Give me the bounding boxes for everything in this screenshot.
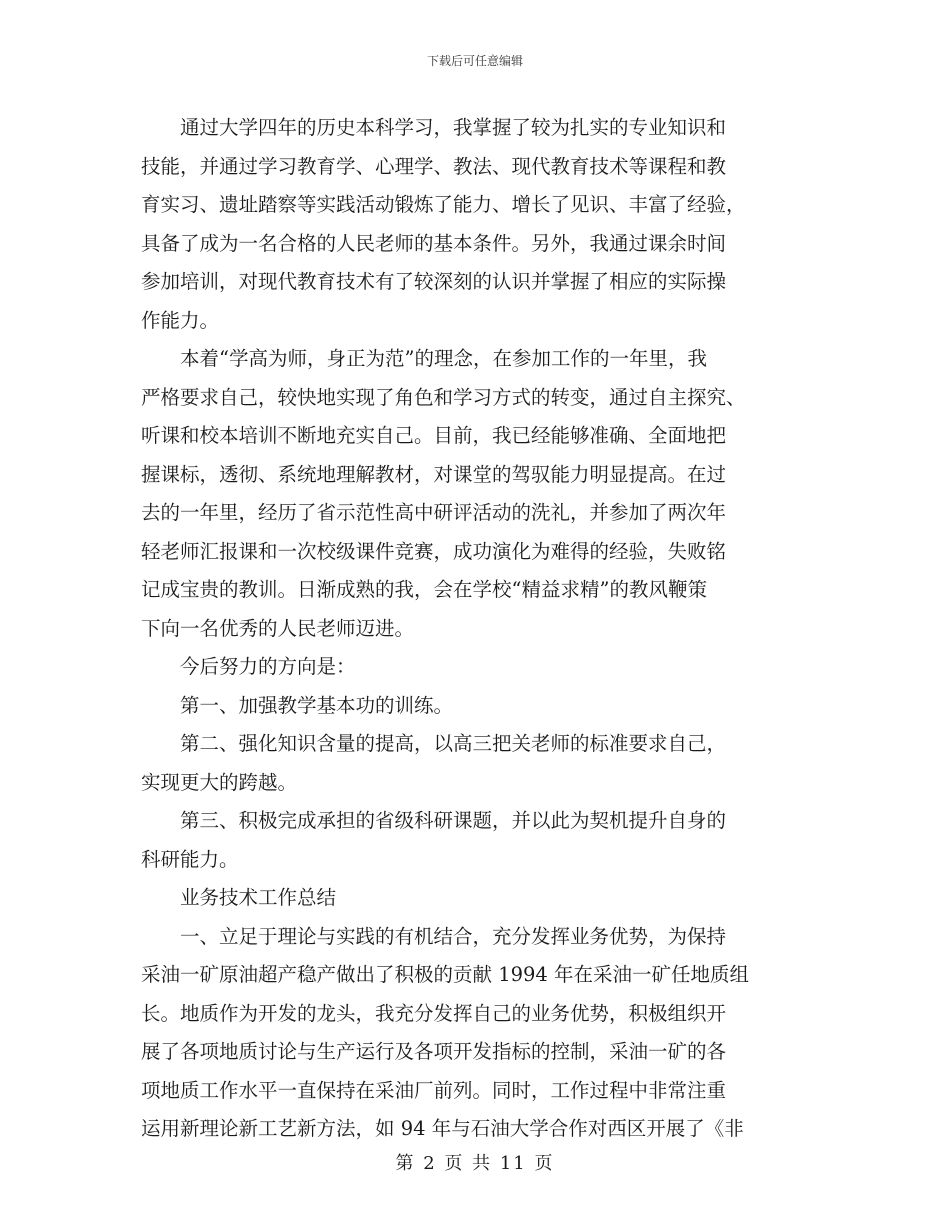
text-line: 一、立足于理论与实践的有机结合，充分发挥业务优势，为保持 xyxy=(141,924,727,948)
text-line: 运用新理论新工艺新方法，如 94 年与石油大学合作对西区开展了《非 xyxy=(141,1117,744,1140)
text-line: 严格要求自己，较快地实现了角色和学习方式的转变，通过自主探究、 xyxy=(141,385,746,409)
text-line: 参加培训，对现代教育技术有了较深刻的认识并掌握了相应的实际操 xyxy=(141,270,727,293)
text-line: 今后努力的方向是： xyxy=(141,655,356,678)
text-line: 记成宝贵的教训。日渐成熟的我，会在学校“精益求精”的教风鞭策 xyxy=(141,578,707,601)
text-line: 握课标，透彻、系统地理解教材，对课堂的驾驭能力明显提高。在过 xyxy=(141,462,727,486)
text-line: 去的一年里，经历了省示范性高中研评活动的洗礼，并参加了两次年 xyxy=(141,501,727,524)
text-line: 育实习、遗址踏察等实践活动锻炼了能力、增长了见识、丰富了经验， xyxy=(141,193,746,216)
text-line: 项地质工作水平一直保持在采油厂前列。同时，工作过程中非常注重 xyxy=(141,1078,727,1102)
text-line: 听课和校本培训不断地充实自己。目前，我已经能够准确、全面地把 xyxy=(141,424,727,447)
text-line: 科研能力。 xyxy=(141,847,239,871)
text-line: 具备了成为一名合格的人民老师的基本条件。另外，我通过课余时间 xyxy=(141,231,727,255)
text-line: 本着“学高为师，身正为范”的理念，在参加工作的一年里，我 xyxy=(141,347,707,370)
text-line: 展了各项地质讨论与生产运行及各项开发指标的控制，采油一矿的各 xyxy=(141,1040,727,1063)
text-line: 第一、加强教学基本功的训练。 xyxy=(141,693,454,717)
text-line: 第三、积极完成承担的省级科研课题，并以此为契机提升自身的 xyxy=(141,809,727,832)
text-line: 实现更大的跨越。 xyxy=(141,770,298,794)
text-line: 轻老师汇报课和一次校级课件竞赛，成功演化为难得的经验，失败铭 xyxy=(141,539,727,563)
text-line: 长。地质作为开发的龙头，我充分发挥自己的业务优势，积极组织开 xyxy=(141,1001,727,1025)
text-line: 第二、强化知识含量的提高，以高三把关老师的标准要求自己， xyxy=(141,732,727,755)
text-line: 通过大学四年的历史本科学习，我掌握了较为扎实的专业知识和 xyxy=(141,116,727,139)
page-number-footer: 第 2 页 共 11 页 xyxy=(395,1153,555,1174)
document-body xyxy=(141,109,811,1149)
section-heading: 业务技术工作总结 xyxy=(141,886,337,909)
text-line: 技能，并通过学习教育学、心理学、教法、现代教育技术等课程和教 xyxy=(141,154,727,178)
page-header: 下载后可任意编辑 xyxy=(426,54,523,68)
text-line: 作能力。 xyxy=(141,308,220,332)
text-line: 下向一名优秀的人民老师迈进。 xyxy=(141,616,415,640)
text-line: 采油一矿原油超产稳产做出了积极的贡献 1994 年在采油一矿任地质组 xyxy=(141,963,750,986)
